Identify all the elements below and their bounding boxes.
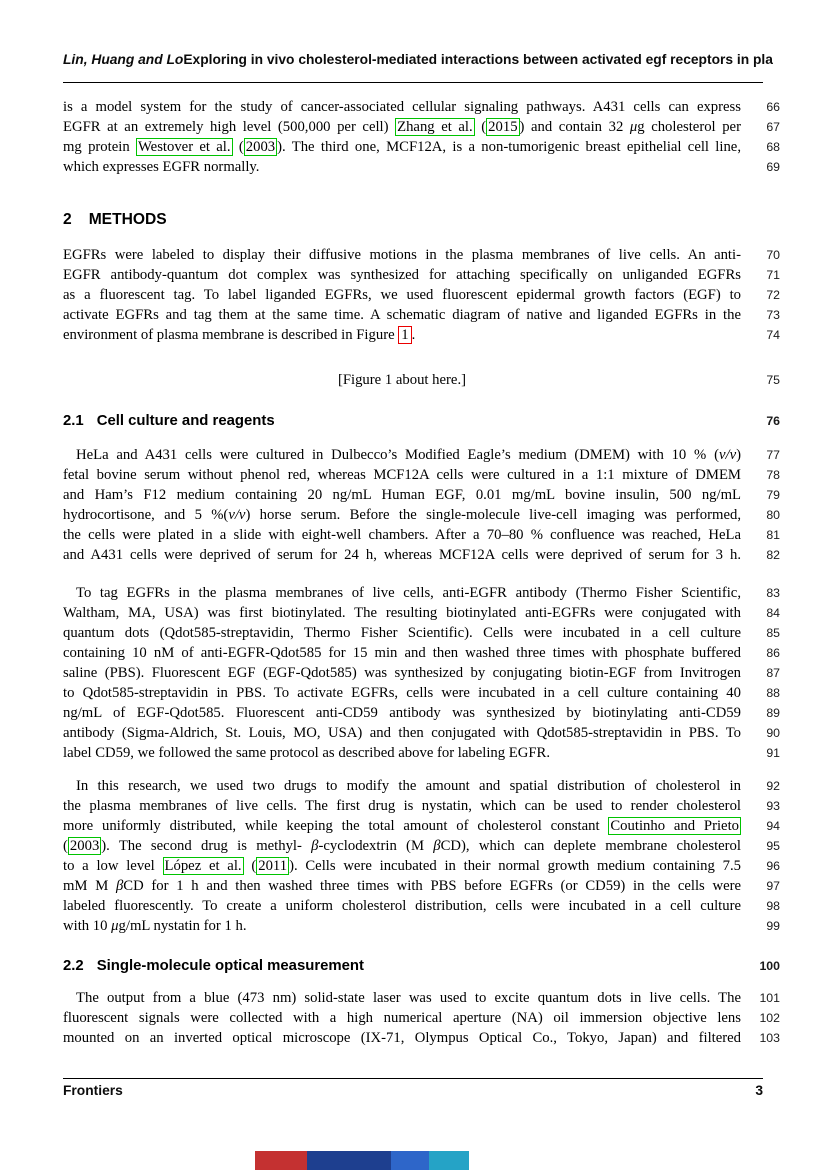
line-number: 95 <box>766 839 780 853</box>
line-number: 94 <box>766 819 780 833</box>
line-number: 91 <box>766 746 780 760</box>
line-number: 86 <box>766 646 780 660</box>
text-line <box>63 603 780 623</box>
line-text <box>63 896 741 916</box>
text-run: g/mL nystatin for 1 h. <box>118 918 247 934</box>
section-title: METHODS <box>88 211 167 228</box>
line-text <box>63 988 741 1008</box>
text-run: quantum dots (Qdot585-streptavidin, Thermo Fisher Scientific). Cells were incubated in a cell culture <box>63 625 741 641</box>
taskbar-item[interactable] <box>307 1151 391 1170</box>
line-number: 67 <box>766 120 780 134</box>
text-run: CD), which can deplete membrane cholesterol <box>440 838 741 854</box>
text-run: ). Cells were incubated in their normal growth medium containing 7.5 <box>289 858 741 874</box>
text-run: is a model system for the study of cancer-associated cellular signaling pathways. A431 cells can express <box>63 99 741 115</box>
header-rule <box>63 82 763 83</box>
text-run: more uniformly distributed, while keeping the total amount of cholesterol constant <box>63 818 609 834</box>
section-number: 2 <box>63 211 72 228</box>
footer-journal-label: Frontiers <box>63 1083 123 1098</box>
italic-text: β <box>115 878 124 894</box>
page-footer <box>63 1083 763 1098</box>
line-text <box>63 305 741 325</box>
text-line <box>63 776 780 796</box>
line-text <box>63 836 741 856</box>
citation-link[interactable]: López et al. <box>164 858 242 874</box>
line-text <box>63 1028 741 1048</box>
paragraph <box>63 583 780 763</box>
text-line <box>63 836 780 856</box>
section-heading-text <box>63 958 741 974</box>
italic-text: β <box>433 838 441 854</box>
text-line <box>63 305 780 325</box>
citation-link[interactable]: 2015 <box>488 119 518 135</box>
text-line <box>63 370 780 390</box>
line-number: 74 <box>766 328 780 342</box>
line-number: 70 <box>766 248 780 262</box>
taskbar-item[interactable] <box>255 1151 307 1170</box>
line-text <box>63 683 741 703</box>
section-heading-text <box>63 211 741 229</box>
text-run: saline (PBS). Fluorescent EGF (EGF-Qdot585) was synthesized by conjugating biotin-EGF from Invitrogen <box>63 665 741 681</box>
text-line <box>63 137 780 157</box>
line-text <box>63 117 741 137</box>
text-line <box>63 445 780 465</box>
text-run: ). The third one, MCF12A, is a non-tumorigenic breast epithelial cell line, <box>277 139 741 155</box>
line-text <box>63 445 741 465</box>
text-run: hydrocortisone, and 5 %( <box>63 507 229 523</box>
text-line <box>63 988 780 1008</box>
text-run: ( <box>474 119 487 135</box>
text-line <box>63 856 780 876</box>
line-number: 90 <box>766 726 780 740</box>
text-line <box>63 265 780 285</box>
text-run: ( <box>243 858 257 874</box>
line-number: 97 <box>766 879 780 893</box>
text-run: EGFR antibody-quantum dot complex was synthesized for attaching specifically on unliganded EGFRs <box>63 267 741 283</box>
line-number: 84 <box>766 606 780 620</box>
text-line <box>63 623 780 643</box>
italic-text: v/v <box>718 447 737 463</box>
text-run: ( <box>232 139 244 155</box>
text-line <box>63 583 780 603</box>
text-run: EGFRs were labeled to display their diffusive motions in the plasma membranes of live cells. An anti- <box>63 247 741 263</box>
line-text <box>63 816 741 836</box>
text-run: and A431 cells were deprived of serum for 24 h, whereas MCF12A cells were deprived of serum for 3 h. <box>63 547 741 563</box>
text-run: as a fluorescent tag. To label liganded EGFRs, we used fluorescent epidermal growth factors (EGF) to <box>63 287 741 303</box>
text-run: fluorescent signals were collected with a high numerical aperture (NA) oil immersion objective lens <box>63 1010 741 1026</box>
text-run: ) and contain 32 <box>519 119 630 135</box>
text-run: The output from a blue (473 nm) solid-state laser was used to excite quantum dots in live cells. The <box>76 990 741 1006</box>
citation-link[interactable]: Westover et al. <box>137 139 231 155</box>
text-run: the cells were plated in a slide with eight-well chambers. After a 70–80 % confluence was reached, HeLa <box>63 527 741 543</box>
section-heading <box>63 411 780 431</box>
line-text <box>63 137 741 157</box>
line-number: 71 <box>766 268 780 282</box>
line-number: 102 <box>759 1011 780 1025</box>
text-line <box>63 723 780 743</box>
text-line <box>63 465 780 485</box>
text-run: to a low level <box>63 858 163 874</box>
text-run: to Qdot585-streptavidin in PBS. To activate EGFRs, cells were incubated in a cell culture containing 40 <box>63 685 741 701</box>
text-run: ) horse serum. Before the single-molecule live-cell imaging was performed, <box>245 507 741 523</box>
line-text <box>63 545 741 565</box>
section-heading <box>63 956 780 976</box>
text-line <box>63 643 780 663</box>
line-number: 98 <box>766 899 780 913</box>
line-text <box>63 876 741 896</box>
paragraph <box>63 776 780 936</box>
line-text <box>63 97 741 117</box>
italic-text: v/v <box>228 507 246 523</box>
line-number: 77 <box>766 448 780 462</box>
line-number: 88 <box>766 686 780 700</box>
section-heading <box>63 211 780 229</box>
line-text <box>63 856 741 876</box>
text-run: . <box>411 327 416 343</box>
text-run: activate EGFRs and tag them at the same time. A schematic diagram of native and liganded EGFRs in the <box>63 307 741 323</box>
running-title: Exploring in vivo cholesterol-mediated interactions between activated egf receptors in pla <box>183 52 773 67</box>
section-title: Single-molecule optical measurement <box>96 958 364 974</box>
line-number: 100 <box>759 959 780 973</box>
paragraph <box>63 97 780 177</box>
line-text <box>63 583 741 603</box>
text-run: EGFR at an extremely high level (500,000 per cell) <box>63 119 396 135</box>
line-number: 69 <box>766 160 780 174</box>
line-text <box>63 157 741 177</box>
line-text <box>63 485 741 505</box>
line-text <box>63 743 741 763</box>
line-number: 103 <box>759 1031 780 1045</box>
text-run: CD for 1 h and then washed three times with PBS before EGFRs (or CD59) in the cells were <box>123 878 741 894</box>
text-run: [Figure 1 about here.] <box>337 372 467 388</box>
text-run: ng/mL of EGF-Qdot585. Fluorescent anti-CD59 antibody was synthesized by biotinylating anti-CD59 <box>63 705 741 721</box>
line-number: 66 <box>766 100 780 114</box>
italic-text: β <box>311 838 319 854</box>
line-text <box>63 465 741 485</box>
text-line <box>63 1008 780 1028</box>
text-run: fetal bovine serum without phenol red, whereas MCF12A cells were cultured in a 1:1 mixture of DMEM <box>63 467 741 483</box>
line-number: 73 <box>766 308 780 322</box>
text-line <box>63 97 780 117</box>
text-run: labeled fluorescently. To create a uniform cholesterol distribution, cells were incubated in a cell culture <box>63 898 741 914</box>
text-run: mg protein <box>63 139 136 155</box>
citation-link[interactable]: 2003 <box>245 139 276 155</box>
line-number: 101 <box>759 991 780 1005</box>
text-run: ). The second drug is methyl- <box>101 838 312 854</box>
footer-page-number: 3 <box>755 1083 763 1098</box>
running-authors: Lin, Huang and Lo <box>63 52 184 67</box>
line-text <box>63 643 741 663</box>
section-number: 2.1 <box>63 413 84 429</box>
line-text <box>63 776 741 796</box>
text-line <box>63 485 780 505</box>
line-number: 96 <box>766 859 780 873</box>
text-run: -cyclodextrin (M <box>318 838 434 854</box>
line-text <box>63 265 741 285</box>
text-run: environment of plasma membrane is described in Figure <box>63 327 399 343</box>
section-title: Cell culture and reagents <box>96 413 275 429</box>
citation-link[interactable]: Coutinho and Prieto <box>610 818 739 834</box>
line-text <box>63 916 741 936</box>
text-run: To tag EGFRs in the plasma membranes of live cells, anti-EGFR antibody (Thermo Fisher Scientific, <box>76 585 741 601</box>
section-number: 2.2 <box>63 958 84 974</box>
taskbar-fragment <box>255 1151 469 1170</box>
section-heading-text <box>63 413 741 429</box>
taskbar-item[interactable] <box>429 1151 469 1170</box>
line-number: 80 <box>766 508 780 522</box>
line-text <box>63 505 741 525</box>
line-number: 75 <box>766 373 780 387</box>
line-number: 82 <box>766 548 780 562</box>
line-text <box>63 325 741 345</box>
text-run: HeLa and A431 cells were cultured in Dulbecco’s Modified Eagle’s medium (DMEM) with 10 % ( <box>76 447 719 463</box>
text-line <box>63 117 780 137</box>
line-number: 87 <box>766 666 780 680</box>
running-head <box>63 52 827 67</box>
line-number: 89 <box>766 706 780 720</box>
text-line <box>63 663 780 683</box>
text-line <box>63 285 780 305</box>
text-run: and Ham’s F12 medium containing 20 ng/mL Human EGF, 0.01 mg/mL bovine insulin, 500 ng/mL <box>63 487 741 503</box>
citation-link[interactable]: 2003 <box>69 838 100 854</box>
paragraph <box>63 988 780 1048</box>
line-text <box>63 723 741 743</box>
line-text <box>63 285 741 305</box>
text-run: with 10 <box>63 918 112 934</box>
text-run: the plasma membranes of live cells. The first drug is nystatin, which can be used to render cholesterol <box>63 798 741 814</box>
line-number: 99 <box>766 919 780 933</box>
text-run: Waltham, MA, USA) was first biotinylated. The resulting biotinylated anti-EGFRs were conjugated with <box>63 605 741 621</box>
line-text <box>63 703 741 723</box>
line-number: 68 <box>766 140 780 154</box>
line-text <box>63 796 741 816</box>
text-line <box>63 816 780 836</box>
text-line <box>63 245 780 265</box>
text-run: g cholesterol per <box>637 119 741 135</box>
line-text <box>63 370 741 390</box>
line-number: 79 <box>766 488 780 502</box>
paragraph <box>63 245 780 345</box>
citation-link[interactable]: 2011 <box>258 858 288 874</box>
text-run: which expresses EGFR normally. <box>63 159 260 175</box>
italic-text: μ <box>111 918 119 934</box>
citation-link[interactable]: Zhang et al. <box>397 119 473 135</box>
text-run: mM M <box>63 878 116 894</box>
text-line <box>63 545 780 565</box>
text-line <box>63 896 780 916</box>
text-line <box>63 916 780 936</box>
text-line <box>63 157 780 177</box>
line-number: 78 <box>766 468 780 482</box>
text-line <box>63 525 780 545</box>
line-number: 83 <box>766 586 780 600</box>
italic-text: μ <box>629 119 638 135</box>
text-line <box>63 796 780 816</box>
taskbar-item[interactable] <box>391 1151 429 1170</box>
text-run: ) <box>736 447 741 463</box>
line-text <box>63 663 741 683</box>
figure-reference-link[interactable]: 1 <box>398 326 411 344</box>
figure-placeholder <box>63 370 780 390</box>
text-run: antibody (Sigma-Aldrich, St. Louis, MO, USA) and then conjugated with Qdot585-streptavidin in PBS. To <box>63 725 741 741</box>
line-text <box>63 623 741 643</box>
line-text <box>63 603 741 623</box>
line-number: 81 <box>766 528 780 542</box>
line-text <box>63 525 741 545</box>
text-line <box>63 505 780 525</box>
text-line <box>63 683 780 703</box>
text-run: mounted on an inverted optical microscope (IX-71, Olympus Optical Co., Tokyo, Japan) and filtered <box>63 1030 741 1046</box>
line-number: 93 <box>766 799 780 813</box>
paragraph <box>63 445 780 565</box>
text-run: label CD59, we followed the same protocol as described above for labeling EGFR. <box>63 745 551 761</box>
line-number: 85 <box>766 626 780 640</box>
text-line <box>63 743 780 763</box>
text-run: containing 10 nM of anti-EGFR-Qdot585 for 15 min and then washed three times with phosphate buffered <box>63 645 741 661</box>
line-number: 72 <box>766 288 780 302</box>
line-number: 76 <box>766 414 780 428</box>
text-line <box>63 703 780 723</box>
line-text <box>63 245 741 265</box>
text-run: ( <box>63 838 68 854</box>
footer-rule <box>63 1078 763 1079</box>
text-line <box>63 325 780 345</box>
text-line <box>63 1028 780 1048</box>
line-text <box>63 1008 741 1028</box>
text-line <box>63 876 780 896</box>
text-run: In this research, we used two drugs to modify the amount and spatial distribution of cholesterol in <box>76 778 741 794</box>
line-number: 92 <box>766 779 780 793</box>
